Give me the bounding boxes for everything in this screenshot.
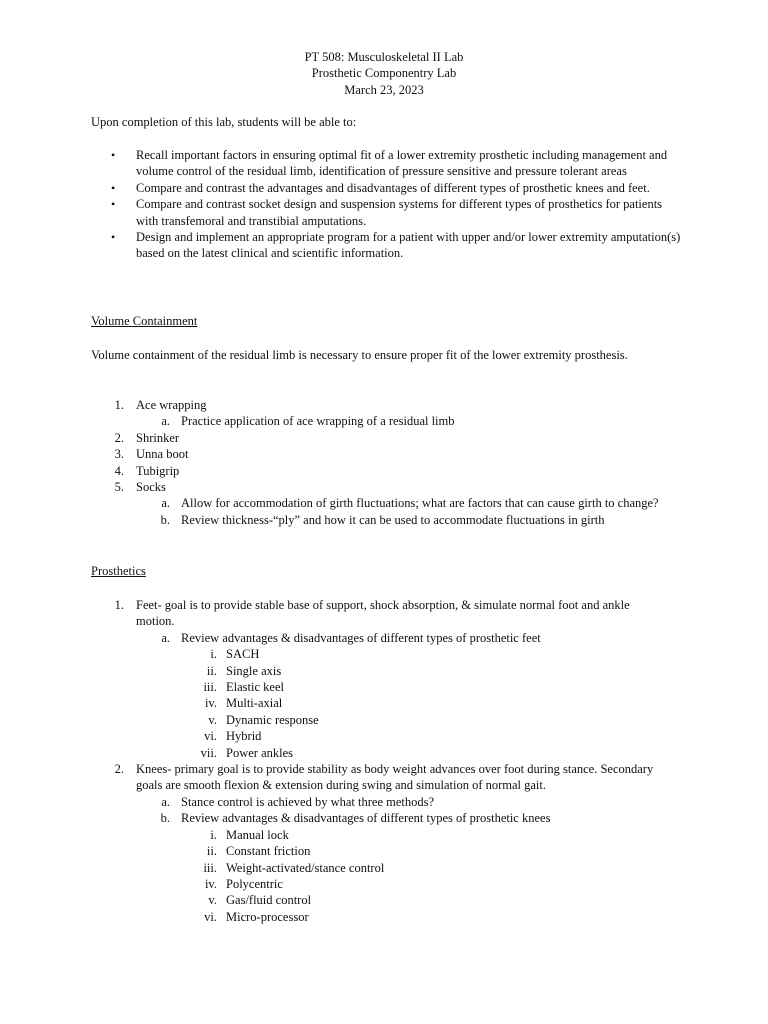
lab-title: Prosthetic Componentry Lab bbox=[311, 66, 457, 81]
item-text: Knees- primary goal is to provide stability as body weight advances over foot during stance. Secondary goals are smooth flexion & extension during swing and simulation of normal gait. bbox=[136, 762, 654, 793]
item-letter: a. bbox=[161, 794, 170, 809]
item-text: Multi-axial bbox=[226, 696, 283, 711]
course-title: PT 508: Musculoskeletal II Lab bbox=[304, 50, 464, 64]
list-item-knees bbox=[0, 761, 661, 794]
prosthetics-heading: Prosthetics bbox=[91, 564, 146, 578]
item-roman: v. bbox=[208, 712, 217, 727]
item-text: Practice application of ace wrapping of a residual limb bbox=[181, 414, 455, 429]
item-number: 2. bbox=[114, 430, 124, 445]
sub-list-item bbox=[0, 413, 768, 429]
item-text: Weight-activated/stance control bbox=[226, 860, 385, 875]
item-letter: a. bbox=[161, 496, 170, 511]
prosthetics-list bbox=[0, 597, 768, 925]
objective-item bbox=[0, 229, 681, 262]
item-roman: vi. bbox=[204, 909, 217, 924]
foot-type-item bbox=[0, 712, 768, 728]
knee-type-item bbox=[0, 876, 768, 892]
objective-item bbox=[0, 180, 681, 196]
bullet-marker: • bbox=[111, 230, 116, 245]
bullet-marker: • bbox=[111, 148, 116, 162]
objective-text: Design and implement an appropriate program for a patient with upper and/or lower extremity amputation(s) based on the latest clinical and scientific information. bbox=[136, 230, 681, 261]
item-roman: vi. bbox=[204, 729, 217, 744]
item-text: Socks bbox=[136, 480, 166, 495]
item-text: Gas/fluid control bbox=[226, 893, 312, 908]
item-number: 4. bbox=[114, 463, 124, 478]
list-item bbox=[0, 397, 768, 413]
item-roman: vii. bbox=[200, 745, 217, 760]
sub-list-item bbox=[0, 810, 768, 826]
item-number: 1. bbox=[114, 598, 124, 612]
item-text: Constant friction bbox=[226, 844, 311, 859]
bullet-marker: • bbox=[111, 197, 116, 212]
item-letter: b. bbox=[160, 811, 170, 826]
objective-text: Compare and contrast socket design and suspension systems for different types of prosthetics for patients with transfemoral and transtibial amputations. bbox=[136, 197, 663, 228]
foot-type-item bbox=[0, 679, 768, 695]
list-item bbox=[0, 463, 768, 479]
list-item bbox=[0, 430, 768, 446]
item-text: Polycentric bbox=[226, 876, 283, 891]
foot-type-item bbox=[0, 695, 768, 711]
item-letter: b. bbox=[160, 512, 170, 527]
item-number: 2. bbox=[114, 762, 124, 777]
item-roman: iii. bbox=[203, 680, 217, 695]
knee-type-item bbox=[0, 843, 768, 859]
item-text: Stance control is achieved by what three methods? bbox=[181, 794, 435, 809]
item-roman: iii. bbox=[203, 860, 217, 875]
item-text: Dynamic response bbox=[226, 712, 319, 727]
item-roman: iv. bbox=[204, 876, 217, 891]
volume-containment-paragraph: Volume containment of the residual limb is necessary to ensure proper fit of the lower extremity prosthesis. bbox=[91, 348, 628, 362]
document-header bbox=[0, 49, 768, 98]
foot-type-item bbox=[0, 646, 768, 662]
item-text: Manual lock bbox=[226, 827, 289, 842]
sub-list-item bbox=[0, 512, 768, 528]
item-text: Single axis bbox=[226, 663, 282, 678]
objective-text: Recall important factors in ensuring optimal fit of a lower extremity prosthetic including management and volume control of the residual limb, identification of pressure sensitive and pressure tolerant areas bbox=[136, 148, 668, 179]
item-roman: i. bbox=[210, 827, 217, 842]
list-item bbox=[0, 446, 768, 462]
foot-type-item bbox=[0, 745, 768, 761]
objective-item bbox=[0, 196, 681, 229]
item-text: Elastic keel bbox=[226, 680, 284, 695]
item-roman: i. bbox=[210, 647, 217, 662]
sub-list-item bbox=[0, 495, 671, 511]
knee-type-item bbox=[0, 909, 768, 925]
volume-containment-list bbox=[0, 397, 768, 528]
item-text: Allow for accommodation of girth fluctuations; what are factors that can cause girth to change? bbox=[181, 496, 659, 511]
item-text: Power ankles bbox=[226, 745, 293, 760]
item-roman: ii. bbox=[206, 663, 217, 678]
intro-text: Upon completion of this lab, students will be able to: bbox=[91, 115, 357, 129]
list-item bbox=[0, 479, 768, 495]
volume-containment-heading: Volume Containment bbox=[91, 314, 198, 328]
item-text: Review advantages & disadvantages of different types of prosthetic knees bbox=[181, 811, 551, 826]
item-roman: iv. bbox=[204, 696, 217, 711]
item-text: Review advantages & disadvantages of different types of prosthetic feet bbox=[181, 630, 541, 645]
lab-date: March 23, 2023 bbox=[344, 82, 424, 97]
list-item-feet bbox=[0, 597, 646, 630]
bullet-marker: • bbox=[111, 180, 116, 195]
item-number: 1. bbox=[114, 398, 124, 412]
objective-text: Compare and contrast the advantages and disadvantages of different types of prosthetic knees and feet. bbox=[136, 180, 650, 195]
objectives-list bbox=[0, 147, 768, 262]
item-text: Review thickness-“ply” and how it can be used to accommodate fluctuations in girth bbox=[181, 512, 605, 527]
item-roman: v. bbox=[208, 893, 217, 908]
sub-list-item bbox=[0, 794, 768, 810]
knee-type-item bbox=[0, 892, 768, 908]
foot-type-item bbox=[0, 663, 768, 679]
objective-item bbox=[0, 147, 681, 180]
item-text: Micro-processor bbox=[226, 909, 309, 924]
knee-type-item bbox=[0, 827, 768, 843]
item-roman: ii. bbox=[206, 844, 217, 859]
item-text: Hybrid bbox=[226, 729, 262, 744]
item-text: SACH bbox=[226, 647, 260, 662]
item-text: Shrinker bbox=[136, 430, 180, 445]
item-text: Feet- goal is to provide stable base of support, shock absorption, & simulate normal foot and ankle motion. bbox=[136, 598, 630, 629]
knee-type-item bbox=[0, 860, 768, 876]
item-number: 5. bbox=[114, 480, 124, 495]
item-text: Ace wrapping bbox=[136, 398, 207, 412]
item-text: Tubigrip bbox=[136, 463, 180, 478]
item-letter: a. bbox=[161, 414, 170, 429]
item-letter: a. bbox=[161, 630, 170, 645]
sub-list-item bbox=[0, 630, 768, 646]
item-number: 3. bbox=[114, 447, 124, 462]
item-text: Unna boot bbox=[136, 447, 189, 462]
foot-type-item bbox=[0, 728, 768, 744]
